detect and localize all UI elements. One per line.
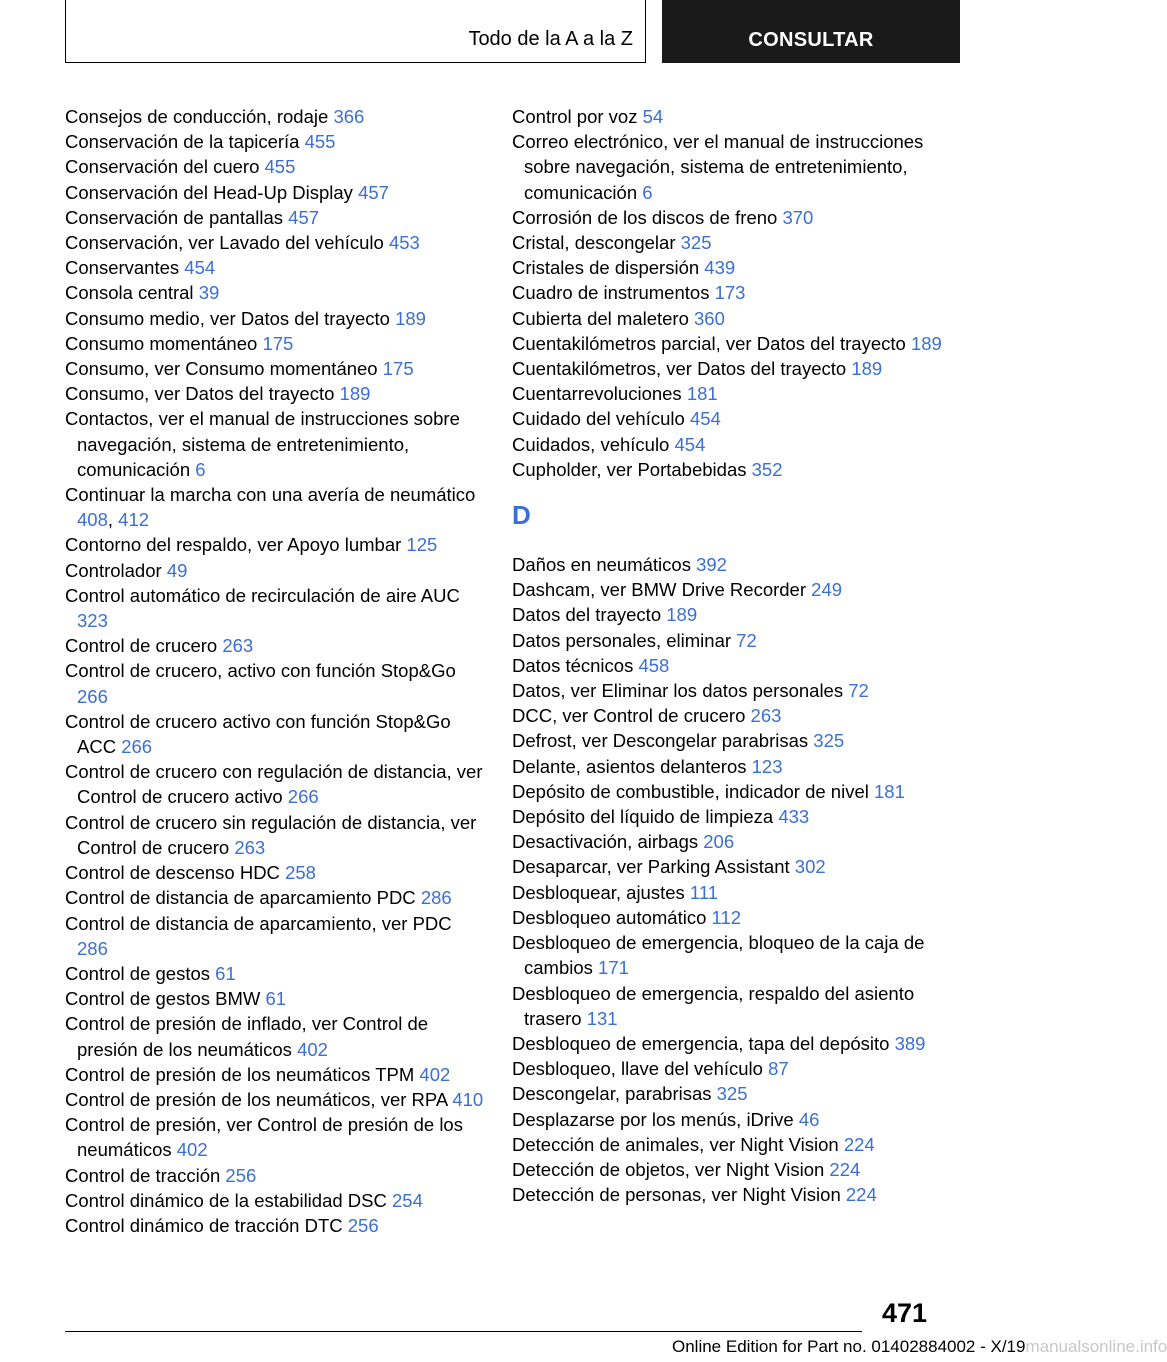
header-title: Todo de la A a la Z <box>468 28 633 50</box>
page-link[interactable]: 131 <box>586 1007 618 1029</box>
index-entry <box>512 1031 942 1056</box>
page-link[interactable]: 352 <box>751 458 783 480</box>
index-entry-text: Control de presión de los neumáticos TPM <box>65 1063 415 1085</box>
index-entry-text: Control de crucero activo con función Stop&Go ACC <box>65 710 451 758</box>
footer-edition: Online Edition for Part no. 01402884002 - X/19 <box>672 1337 1026 1356</box>
index-entry <box>512 457 942 482</box>
index-entry-text: Control dinámico de la estabilidad DSC <box>65 1189 387 1211</box>
index-entry <box>65 1087 485 1112</box>
tab-consultar[interactable]: CONSULTAR <box>748 29 874 51</box>
index-entry <box>512 981 942 1031</box>
index-entry-text: Cuadro de instrumentos <box>512 282 710 304</box>
page-link[interactable]: 302 <box>794 856 826 878</box>
index-entry <box>512 1081 942 1106</box>
page-link[interactable]: 46 <box>798 1108 820 1130</box>
page-link[interactable]: 39 <box>198 282 220 304</box>
page-link[interactable]: 286 <box>77 937 108 959</box>
index-entry-text: Cuidados, vehículo <box>512 433 670 455</box>
page-link[interactable]: 6 <box>642 181 653 203</box>
index-entry-text: Control de crucero con regulación de distancia, ver Control de crucero activo <box>65 761 483 808</box>
index-entry-text: Datos del trayecto <box>512 604 662 626</box>
page-link[interactable]: 454 <box>689 408 721 430</box>
page-link[interactable]: 370 <box>782 206 814 228</box>
index-entry <box>65 381 485 406</box>
index-entry-text: Desactivación, airbags <box>512 831 699 853</box>
index-entry <box>65 911 485 961</box>
footer-watermark: manualsonline.info <box>1025 1337 1167 1356</box>
index-entry <box>65 1188 485 1213</box>
index-group-d <box>512 552 942 1207</box>
page-link[interactable]: 412 <box>118 509 150 531</box>
page-link[interactable]: 325 <box>680 232 712 254</box>
index-entry-text: Consumo momentáneo <box>65 332 258 354</box>
index-entry <box>512 628 942 653</box>
index-entry <box>65 961 485 986</box>
page-link[interactable]: 175 <box>262 332 294 354</box>
page-link[interactable]: 410 <box>452 1088 484 1110</box>
index-column-right <box>512 104 942 1207</box>
index-entry-text: Desbloqueo de emergencia, bloqueo de la caja de cambios <box>512 932 925 979</box>
index-entry <box>512 854 942 879</box>
index-entry-text: Control de tracción <box>65 1164 221 1186</box>
index-entry <box>65 583 485 633</box>
index-entry-text: Control de distancia de aparcamiento PDC <box>65 887 416 909</box>
index-entry-text: Cuentarrevoluciones <box>512 383 682 405</box>
index-entry <box>65 255 485 280</box>
page-link[interactable]: 123 <box>751 755 783 777</box>
index-entry <box>65 810 485 860</box>
page-link[interactable]: 457 <box>358 181 389 203</box>
index-entry: Continuar la marcha con una avería de neumático 408, 412 <box>65 484 476 531</box>
page-link[interactable]: 266 <box>287 786 319 808</box>
index-entry-text: Desaparcar, ver Parking Assistant <box>512 856 790 878</box>
index-entry-text: Depósito del líquido de limpieza <box>512 806 774 828</box>
index-entry <box>65 230 485 255</box>
footer <box>672 1337 1167 1357</box>
index-entry <box>65 709 485 759</box>
index-entry-text: Control de descenso HDC <box>65 862 280 884</box>
index-entry-text: Control de presión de los neumáticos, ver RPA <box>65 1088 448 1110</box>
page-link[interactable]: 389 <box>894 1032 926 1054</box>
index-entry-text: Corrosión de los discos de freno <box>512 206 778 228</box>
index-entry <box>512 602 942 627</box>
index-entry <box>512 577 942 602</box>
index-entry <box>512 779 942 804</box>
index-entry <box>65 104 485 129</box>
index-entry <box>512 930 942 980</box>
index-entry-text: Conservación, ver Lavado del vehículo <box>65 232 384 254</box>
page-link[interactable]: 439 <box>704 257 736 279</box>
index-entry-text: Conservación de pantallas <box>65 206 284 228</box>
page-link[interactable]: 189 <box>339 383 371 405</box>
index-entry-text: Consola central <box>65 282 194 304</box>
index-entry-text: Control de gestos <box>65 962 211 984</box>
page-link[interactable]: 263 <box>750 705 782 727</box>
page-link[interactable]: 112 <box>711 906 742 928</box>
page-link[interactable]: 189 <box>851 358 883 380</box>
page-link[interactable]: 402 <box>419 1063 451 1085</box>
page-link[interactable]: 224 <box>829 1158 861 1180</box>
index-entry <box>65 1163 485 1188</box>
index-entry <box>65 1011 485 1061</box>
index-entry-text: Desbloqueo de emergencia, respaldo del asiento trasero <box>512 982 915 1029</box>
index-entry <box>65 356 485 381</box>
index-entry-text: Controlador <box>65 559 162 581</box>
index-entry-text: Control dinámico de tracción DTC <box>65 1214 343 1236</box>
index-entry-text: Descongelar, parabrisas <box>512 1083 712 1105</box>
index-entry <box>512 306 942 331</box>
index-entry <box>512 653 942 678</box>
page-link[interactable]: 254 <box>392 1189 423 1211</box>
index-entry <box>65 633 485 658</box>
footer-rule <box>65 1331 862 1332</box>
index-entry <box>512 728 942 753</box>
page-link[interactable]: 325 <box>716 1083 748 1105</box>
index-entry <box>65 129 485 154</box>
index-entry <box>65 1062 485 1087</box>
index-entry-text: Desbloqueo, llave del vehículo <box>512 1058 763 1080</box>
page-link[interactable]: 6 <box>195 458 206 480</box>
index-entry-text: Detección de objetos, ver Night Vision <box>512 1158 825 1180</box>
index-entry-text: Desbloqueo automático <box>512 906 707 928</box>
page-link[interactable]: 455 <box>264 156 296 178</box>
index-entry-text: Control de crucero <box>65 635 218 657</box>
index-entry <box>512 129 942 205</box>
index-entry-text: Control por voz <box>512 106 638 127</box>
page-link[interactable]: 402 <box>297 1038 328 1060</box>
page-link[interactable]: 402 <box>176 1139 208 1161</box>
index-entry-text: Control de crucero, activo con función Stop&Go <box>65 660 456 682</box>
index-entry <box>512 552 942 577</box>
index-entry <box>65 1112 485 1162</box>
index-entry-text: Cristal, descongelar <box>512 232 676 254</box>
index-entry-text: Consumo medio, ver Datos del trayecto <box>65 307 390 329</box>
index-entry-text: Datos personales, eliminar <box>512 629 732 651</box>
index-column-left <box>65 104 485 1238</box>
index-entry <box>512 1157 942 1182</box>
page-link[interactable]: 72 <box>848 680 869 702</box>
index-entry <box>65 280 485 305</box>
index-entry <box>65 558 485 583</box>
page-link[interactable]: 286 <box>420 887 452 909</box>
page-link[interactable]: 125 <box>406 534 438 556</box>
page-link[interactable]: 189 <box>395 307 426 329</box>
page-link[interactable]: 266 <box>121 736 153 758</box>
index-entry-text: Cupholder, ver Portabebidas <box>512 458 747 480</box>
index-entry <box>65 860 485 885</box>
index-entry-text: Daños en neumáticos <box>512 554 691 576</box>
index-entry-text: Consumo, ver Consumo momentáneo <box>65 358 378 380</box>
index-entry <box>512 829 942 854</box>
index-entry <box>65 986 485 1011</box>
index-entry <box>512 1056 942 1081</box>
index-entry-text: Contorno del respaldo, ver Apoyo lumbar <box>65 534 402 556</box>
index-entry-text: Control automático de recirculación de aire AUC <box>65 584 460 606</box>
page-link[interactable]: 72 <box>736 629 757 651</box>
page-link[interactable]: 49 <box>166 559 188 581</box>
index-entry <box>65 885 485 910</box>
index-entry <box>512 104 942 129</box>
index-entry <box>512 381 942 406</box>
index-entry-text: Control de crucero sin regulación de distancia, ver Control de crucero <box>65 811 477 858</box>
index-entry <box>512 804 942 829</box>
page-link[interactable]: 206 <box>703 831 735 853</box>
index-entry <box>65 532 485 557</box>
index-entry-text: Control de presión de inflado, ver Control de presión de los neumáticos <box>65 1013 429 1060</box>
page-link[interactable]: 175 <box>382 358 414 380</box>
page-link[interactable]: 189 <box>910 332 942 354</box>
index-entry <box>512 205 942 230</box>
index-entry-text: Cuidado del vehículo <box>512 408 685 430</box>
page-link[interactable]: 181 <box>874 780 905 802</box>
index-entry-text: Cubierta del maletero <box>512 307 689 329</box>
index-entry <box>65 205 485 230</box>
index-entry <box>65 154 485 179</box>
page-link[interactable]: 454 <box>184 257 216 279</box>
page-link[interactable]: 325 <box>813 730 845 752</box>
page-link[interactable]: 455 <box>304 131 336 153</box>
index-entry-text: Continuar la marcha con una avería de neumático <box>65 484 476 506</box>
page-link[interactable]: 224 <box>845 1184 877 1206</box>
index-entry-text: Datos, ver Eliminar los datos personales <box>512 680 844 702</box>
page-link[interactable]: 453 <box>388 232 420 254</box>
page-link[interactable]: 360 <box>694 307 725 329</box>
page-link[interactable]: 263 <box>234 836 266 858</box>
page-link[interactable]: 256 <box>347 1214 379 1236</box>
page-link[interactable]: 458 <box>638 654 670 676</box>
index-entry <box>512 905 942 930</box>
index-entry <box>512 1132 942 1157</box>
index-entry <box>65 1213 485 1238</box>
index-entry <box>512 406 942 431</box>
index-entry <box>512 1107 942 1132</box>
page-link[interactable]: 454 <box>674 433 706 455</box>
page-link[interactable]: 87 <box>768 1058 789 1080</box>
index-entry-text: Datos técnicos <box>512 654 634 676</box>
index-entry <box>512 356 942 381</box>
index-entry-text: Desbloquear, ajustes <box>512 881 685 903</box>
index-entry <box>512 703 942 728</box>
page-link[interactable]: 392 <box>696 554 727 576</box>
index-entry-text: Control de gestos BMW <box>65 988 261 1010</box>
index-entry-text: Contactos, ver el manual de instrucciones sobre navegación, sistema de entretenimiento, comunicación <box>65 408 460 480</box>
index-entry-text: Detección de personas, ver Night Vision <box>512 1184 841 1206</box>
index-entry <box>512 880 942 905</box>
index-entry <box>512 754 942 779</box>
index-entry-text: Dashcam, ver BMW Drive Recorder <box>512 579 807 601</box>
header-title-box <box>65 0 646 63</box>
page-link[interactable]: 256 <box>225 1164 257 1186</box>
page-link[interactable]: 366 <box>333 106 365 127</box>
index-entry-text: Control de distancia de aparcamiento, ver PDC <box>65 912 452 934</box>
page-link[interactable]: 433 <box>778 806 810 828</box>
index-entry-text: Correo electrónico, ver el manual de instrucciones sobre navegación, sistema de entretenimiento, comunicación <box>512 131 924 203</box>
index-entry <box>512 432 942 457</box>
page-link[interactable]: 457 <box>288 206 320 228</box>
page-link[interactable]: 258 <box>285 862 316 884</box>
index-entry-text: Cristales de dispersión <box>512 257 700 279</box>
index-entry-text: Defrost, ver Descongelar parabrisas <box>512 730 809 752</box>
page-link[interactable]: 263 <box>222 635 254 657</box>
page-link[interactable]: 111 <box>689 881 719 903</box>
page-link[interactable]: 249 <box>811 579 843 601</box>
index-entry <box>512 255 942 280</box>
index-entry <box>65 306 485 331</box>
index-entry <box>512 678 942 703</box>
page-link[interactable]: 61 <box>215 962 236 984</box>
index-entry-text: Cuentakilómetros, ver Datos del trayecto <box>512 358 847 380</box>
index-entry-text: Cuentakilómetros parcial, ver Datos del trayecto <box>512 332 906 354</box>
index-entry-text: Conservantes <box>65 257 180 279</box>
page-link[interactable]: 171 <box>598 957 629 979</box>
index-entry <box>65 406 485 482</box>
index-entry <box>512 331 942 356</box>
index-entry <box>65 658 485 708</box>
page-link[interactable]: 181 <box>686 383 718 405</box>
index-entry-text: Depósito de combustible, indicador de nivel <box>512 780 869 802</box>
index-entry-text: Desbloqueo de emergencia, tapa del depósito <box>512 1032 890 1054</box>
page-link[interactable]: 323 <box>77 610 108 632</box>
page-link[interactable]: 189 <box>666 604 698 626</box>
index-entry-text: DCC, ver Control de crucero <box>512 705 746 727</box>
index-entry-text: Control de presión, ver Control de presión de los neumáticos <box>65 1114 463 1161</box>
page-link[interactable]: 173 <box>714 282 746 304</box>
page-link[interactable]: 54 <box>642 106 664 127</box>
index-entry <box>512 1182 942 1207</box>
index-entry <box>65 331 485 356</box>
index-entry <box>65 180 485 205</box>
index-entry-text: Delante, asientos delanteros <box>512 755 747 777</box>
index-entry-text: Consumo, ver Datos del trayecto <box>65 383 335 405</box>
section-letter: D <box>512 500 531 531</box>
index-entry <box>65 759 485 809</box>
index-entry <box>512 280 942 305</box>
index-entry-text: Detección de animales, ver Night Vision <box>512 1133 839 1155</box>
page-link[interactable]: 224 <box>843 1133 875 1155</box>
page-number: 471 <box>881 1298 927 1328</box>
page-link[interactable]: 408 <box>77 509 108 531</box>
index-entry-text: Consejos de conducción, rodaje <box>65 106 329 127</box>
index-entry-text: Desplazarse por los menús, iDrive <box>512 1108 794 1130</box>
index-entry-text: Conservación del Head-Up Display <box>65 181 353 203</box>
header-tab[interactable] <box>662 0 960 63</box>
index-entry <box>512 230 942 255</box>
index-entry-text: Conservación del cuero <box>65 156 260 178</box>
page-link[interactable]: 266 <box>77 685 108 707</box>
index-group-c <box>512 104 942 482</box>
index-entry-text: Conservación de la tapicería <box>65 131 300 153</box>
page-link[interactable]: 61 <box>265 988 287 1010</box>
